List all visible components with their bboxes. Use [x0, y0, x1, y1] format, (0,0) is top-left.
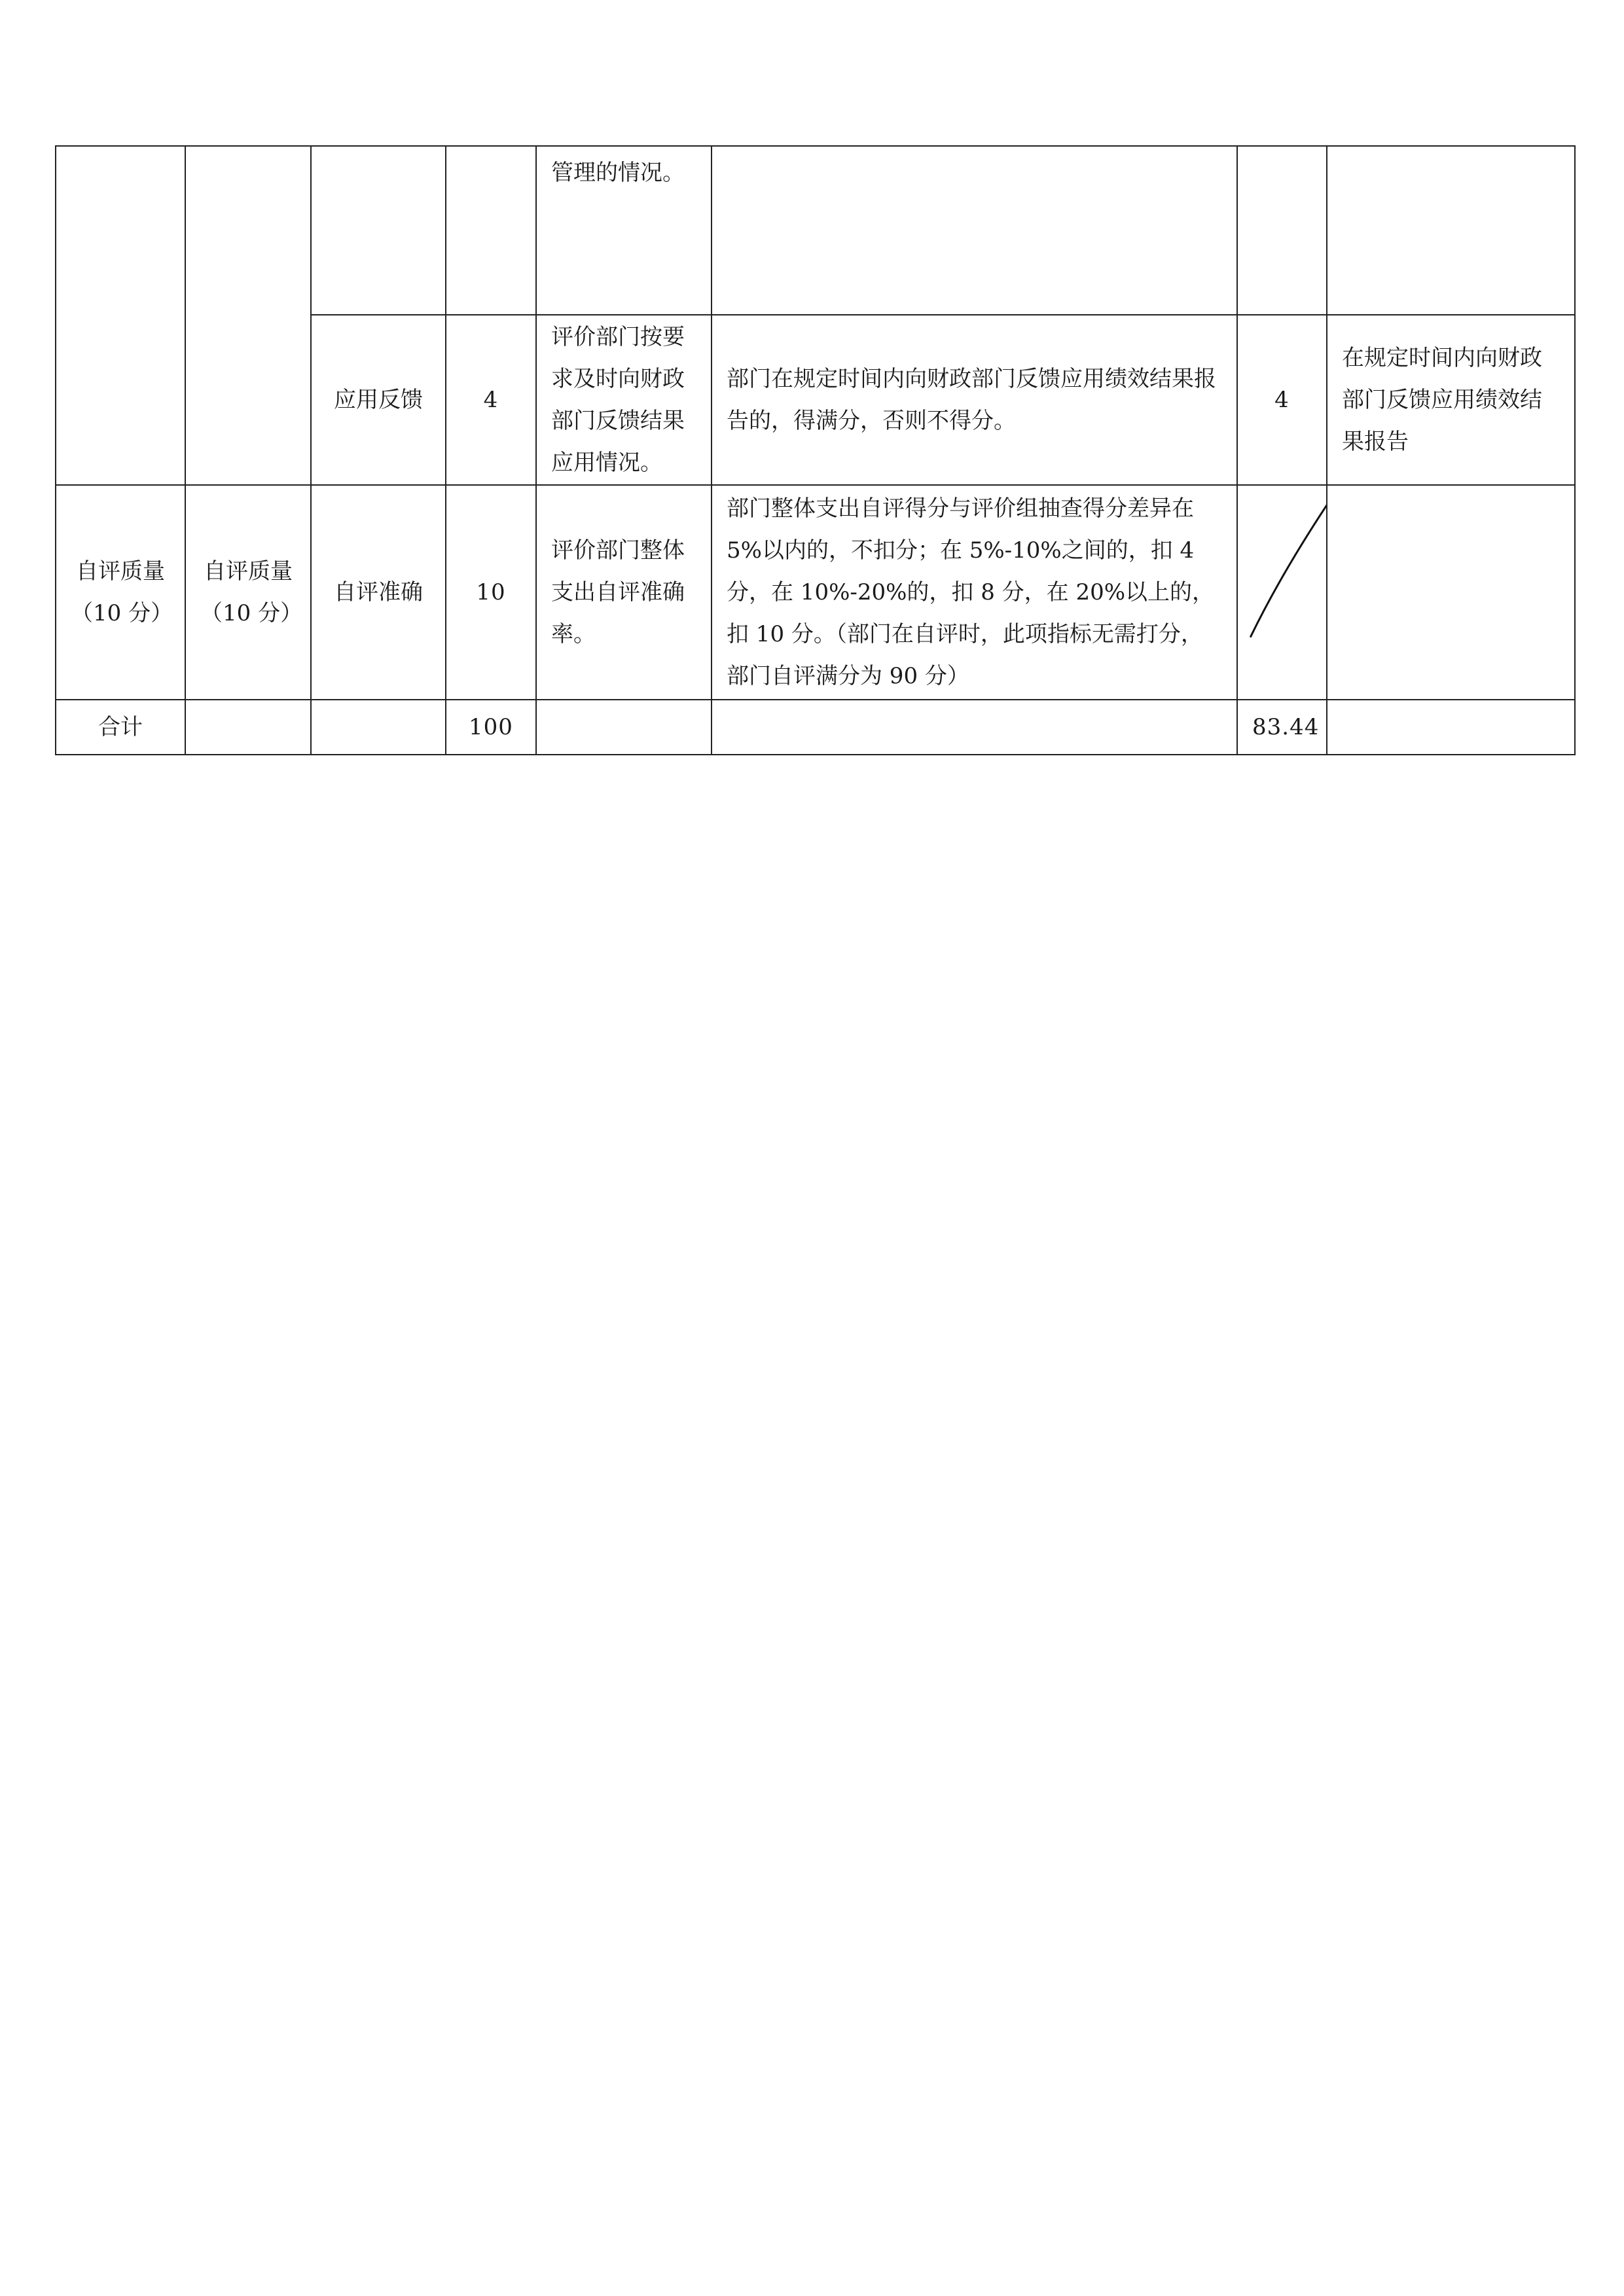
- total-method-cell: [712, 700, 1237, 755]
- level1-cell: 自评质量（10 分）: [56, 485, 185, 700]
- total-weight-cell: 100: [446, 700, 536, 755]
- method-cell: 部门整体支出自评得分与评价组抽查得分差异在 5%以内的，不扣分；在 5%-10%之间的，扣 4 分，在 10%-20%的，扣 8 分，在 20%以上的，扣 10 分。（部门在自评时，此项指标无需打分，部门自评满分为 90 分）: [712, 485, 1237, 700]
- weight-cell: [446, 146, 536, 315]
- weight-cell: 4: [446, 315, 536, 485]
- method-cell: [712, 146, 1237, 315]
- remark-cell: 在规定时间内向财政部门反馈应用绩效结果报告: [1327, 315, 1575, 485]
- total-level2-cell: [185, 700, 311, 755]
- indicator-desc-cell: 管理的情况。: [536, 146, 712, 315]
- score-cell: 4: [1237, 315, 1327, 485]
- table-row-total: [56, 700, 1575, 755]
- table-row: [56, 485, 1575, 700]
- total-level3-cell: [311, 700, 446, 755]
- level3-cell: 应用反馈: [311, 315, 446, 485]
- weight-cell: 10: [446, 485, 536, 700]
- indicator-desc-cell: 评价部门按要求及时向财政部门反馈结果应用情况。: [536, 315, 712, 485]
- performance-score-table: [55, 145, 1576, 755]
- table-row: [56, 146, 1575, 315]
- score-cell-slash: [1237, 485, 1327, 700]
- level3-cell: [311, 146, 446, 315]
- level1-cell: [56, 146, 185, 485]
- score-cell: [1237, 146, 1327, 315]
- level2-cell: [185, 146, 311, 485]
- indicator-desc-cell: 评价部门整体支出自评准确率。: [536, 485, 712, 700]
- level2-cell: 自评质量（10 分）: [185, 485, 311, 700]
- total-remark-cell: [1327, 700, 1575, 755]
- total-desc-cell: [536, 700, 712, 755]
- diagonal-slash-mark: [1238, 486, 1326, 699]
- remark-cell: [1327, 146, 1575, 315]
- level3-cell: 自评准确: [311, 485, 446, 700]
- total-score-cell: 83.44: [1237, 700, 1327, 755]
- total-label-cell: 合计: [56, 700, 185, 755]
- method-cell: 部门在规定时间内向财政部门反馈应用绩效结果报告的，得满分，否则不得分。: [712, 315, 1237, 485]
- remark-cell: [1327, 485, 1575, 700]
